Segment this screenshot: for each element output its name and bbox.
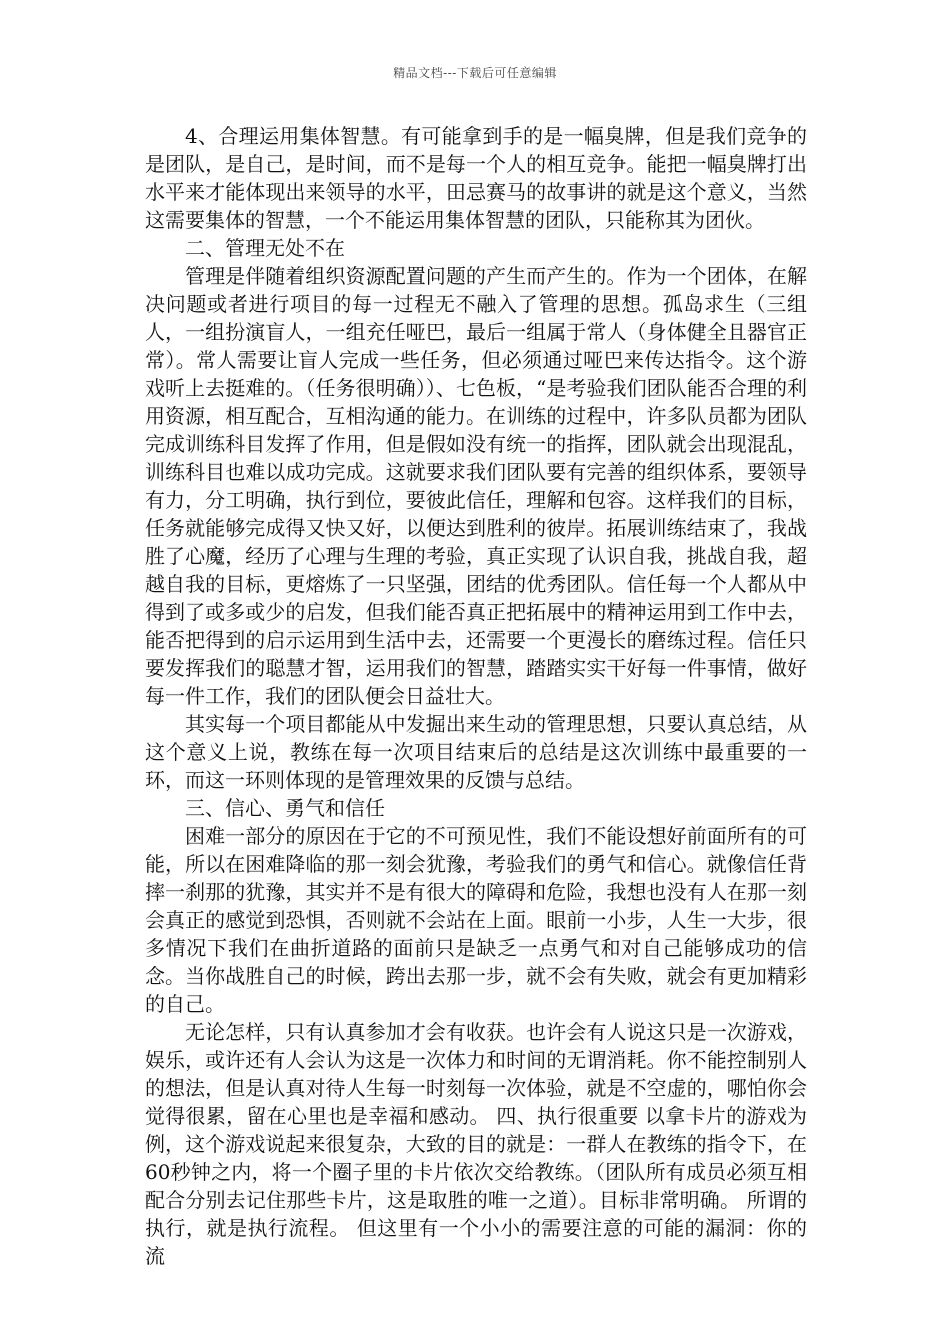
page-header: 精品文档---下载后可任意编辑 bbox=[393, 66, 557, 80]
document-body bbox=[145, 122, 807, 1270]
paragraph-difficulty: 困难一部分的原因在于它的不可预见性，我们不能设想好前面所有的可能，所以在困难降临的那一刻会犹豫，考验我们的勇气和信心。就像信任背摔一刹那的犹豫，其实并不是有很大的障碍和危险，我想也没有人在那一刻会真正的感觉到恐惧，否则就不会站在上面。眼前一小步，人生一大步，很多情况下我们在曲折道路的面前只是缺乏一点勇气和对自己能够成功的信念。当你战胜自己的时候，跨出去那一步，就不会有失败，就会有更加精彩的自己。 bbox=[145, 824, 807, 1016]
paragraph-participation: 无论怎样，只有认真参加才会有收获。也许会有人说这只是一次游戏，娱乐，或许还有人会认为这是一次体力和时间的无谓消耗。你不能控制别人的想法，但是认真对待人生每一时刻每一次体验，就是不空虚的，哪怕你会觉得很累，留在心里也是幸福和感动。 四、执行很重要 以拿卡片的游戏为例，这个游戏说起来很复杂，大致的目的就是：一群人在教练的指令下，在60秒钟之内，将一个圈子里的卡片依次交给教练。（团队所有成员必须互相配合分别去记住那些卡片，这是取胜的唯一之道）。目标非常明确。 所谓的执行，就是执行流程。 但这里有一个小小的需要注意的可能的漏洞：你的流 bbox=[145, 1020, 807, 1268]
paragraph-summary: 其实每一个项目都能从中发掘出来生动的管理思想，只要认真总结，从这个意义上说，教练在每一次项目结束后的总结是这次训练中最重要的一环，而这一环则体现的是管理效果的反馈与总结。 bbox=[145, 712, 807, 792]
paragraph-teamwork-wisdom: 4、合理运用集体智慧。有可能拿到手的是一幅臭牌，但是我们竞争的是团队，是自己，是时间，而不是每一个人的相互竞争。能把一幅臭牌打出水平来才能体现出来领导的水平，田忌赛马的故事讲的就是这个意义，当然这需要集体的智慧，一个不能运用集体智慧的团队，只能称其为团伙。 bbox=[145, 124, 807, 232]
paragraph-management: 管理是伴随着组织资源配置问题的产生而产生的。作为一个团体，在解决问题或者进行项目的每一过程无不融入了管理的思想。孤岛求生（三组人，一组扮演盲人，一组充任哑巴，最后一组属于常人（身体健全且器官正常）。常人需要让盲人完成一些任务，但必须通过哑巴来传达指令。这个游戏听上去挺难的。（任务很明确））、七色板，“是考验我们团队能否合理的利用资源，相互配合，互相沟通的能力。在训练的过程中，许多队员都为团队完成训练科目发挥了作用，但是假如没有统一的指挥，团队就会出现混乱，训练科目也难以成功完成。这就要求我们团队要有完善的组织体系，要领导有力，分工明确，执行到位，要彼此信任，理解和包容。这样我们的目标，任务就能够完成得又快又好，以便达到胜利的彼岸。拓展训练结束了，我战胜了心魔，经历了心理与生理的考验，真正实现了认识自我，挑战自我，超越自我的目标，更熔炼了一只坚强，团结的优秀团队。信任每一个人都从中得到了或多或少的启发，但我们能否真正把拓展中的精神运用到工作中去，能否把得到的启示运用到生活中去，还需要一个更漫长的磨练过程。信任只要发挥我们的聪慧才智，运用我们的智慧，踏踏实实干好每一件事情，做好每一件工作，我们的团队便会日益壮大。 bbox=[145, 264, 807, 708]
section-heading-management: 二、管理无处不在 bbox=[185, 236, 345, 260]
section-heading-confidence: 三、信心、勇气和信任 bbox=[185, 796, 385, 820]
